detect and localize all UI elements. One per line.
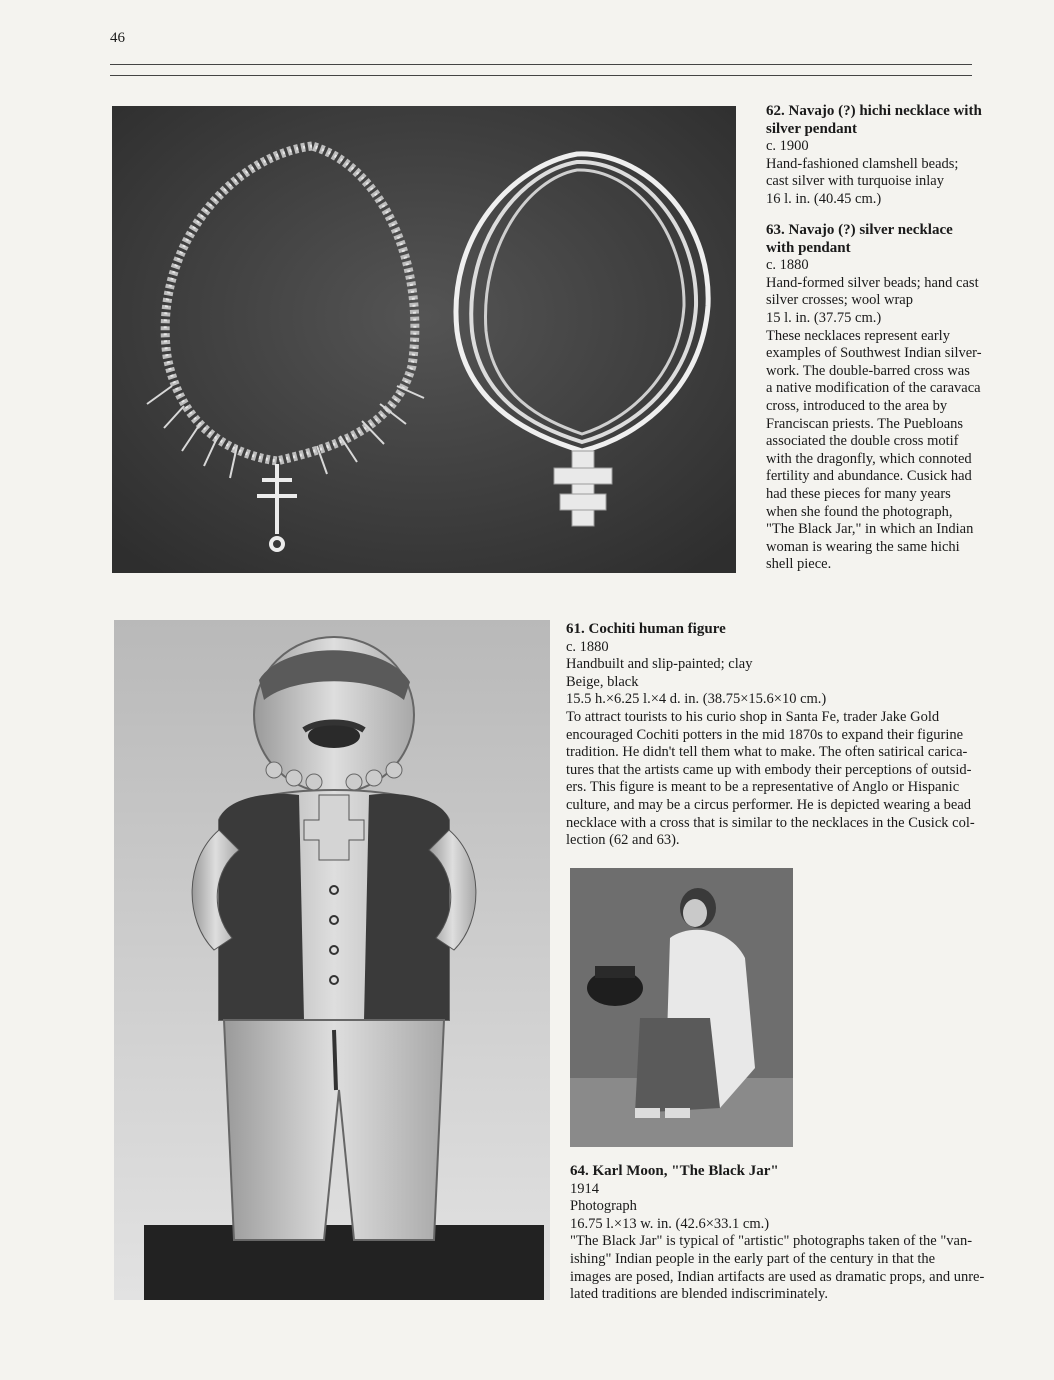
caption-63-title-line: with pendant [766,239,851,256]
caption-item-62 [766,103,986,209]
caption-63-line: examples of Southwest Indian silver- [766,345,982,362]
caption-63-line: silver crosses; wool wrap [766,292,913,309]
page-number: 46 [110,30,125,46]
header-rule-top [110,64,972,65]
caption-62-line: Hand-fashioned clamshell beads; [766,155,959,172]
caption-63-title-line: 63. Navajo (?) silver necklace [766,222,953,238]
caption-62-title-line: silver pendant [766,120,857,137]
caption-64-line: 1914 [570,1180,599,1197]
caption-61-line: culture, and may be a circus performer. He is depicted wearing a bead [566,796,972,813]
caption-61-line: tures that the artists came up with embody their perceptions of outsid- [566,761,972,778]
caption-63-line: cross, introduced to the area by [766,397,948,414]
caption-62-title-line: 62. Navajo (?) hichi necklace with [766,103,982,119]
caption-61-line: lection (62 and 63). [566,832,680,849]
caption-63-line: with the dragonfly, which connoted [766,450,972,467]
header-rule-bottom [110,75,972,76]
caption-63-line: shell piece. [766,556,832,573]
cochiti-figure-photo [114,620,550,1300]
caption-64-line: images are posed, Indian artifacts are used as dramatic props, and unre- [570,1268,985,1285]
caption-61-line: necklace with a cross that is similar to the necklaces in the Cusick col- [566,814,975,831]
caption-63-line: associated the double cross motif [766,433,959,450]
caption-62-line: c. 1900 [766,138,809,155]
caption-63-line: when she found the photograph, [766,503,953,520]
caption-item-61 [566,621,976,850]
caption-63-line: c. 1880 [766,257,809,274]
caption-61-line: Handbuilt and slip-painted; clay [566,656,753,673]
caption-64-line: Photograph [570,1198,637,1215]
caption-62-line: 16 l. in. (40.45 cm.) [766,190,882,207]
caption-63-line: a native modification of the caravaca [766,380,981,397]
caption-item-63 [766,222,986,574]
caption-64-line: lated traditions are blended indiscriminately. [570,1286,828,1303]
caption-61-line: 15.5 h.×6.25 l.×4 d. in. (38.75×15.6×10 cm.) [566,691,827,708]
caption-61-line: tradition. He didn't tell them what to make. The often satirical carica- [566,744,968,761]
caption-64-title: 64. Karl Moon, "The Black Jar" [570,1163,779,1179]
caption-62-line: cast silver with turquoise inlay [766,173,944,190]
caption-63-line: had these pieces for many years [766,485,951,502]
caption-61-line: c. 1880 [566,638,609,655]
caption-61-line: Beige, black [566,673,639,690]
caption-63-line: 15 l. in. (37.75 cm.) [766,309,882,326]
caption-63-line: work. The double-barred cross was [766,362,970,379]
caption-64-line: ishing" Indian people in the early part of the century in that the [570,1250,936,1267]
caption-61-title: 61. Cochiti human figure [566,621,726,637]
necklaces-photo [112,106,736,573]
caption-61-line: ers. This figure is meant to be a representative of Anglo or Hispanic [566,779,960,796]
caption-63-line: Franciscan priests. The Puebloans [766,415,964,432]
caption-63-line: "The Black Jar," in which an Indian [766,521,974,538]
black-jar [587,966,643,1006]
caption-item-64 [570,1163,985,1304]
caption-63-line: woman is wearing the same hichi [766,538,960,555]
caption-64-line: 16.75 l.×13 w. in. (42.6×33.1 cm.) [570,1215,770,1232]
caption-64-line: "The Black Jar" is typical of "artistic" photographs taken of the "van- [570,1233,973,1250]
caption-61-line: encouraged Cochiti potters in the mid 1870s to expand their figurine [566,726,964,743]
caption-63-line: fertility and abundance. Cusick had [766,468,972,485]
caption-63-line: Hand-formed silver beads; hand cast [766,274,979,291]
caption-63-line: These necklaces represent early [766,327,950,344]
caption-61-line: To attract tourists to his curio shop in Santa Fe, trader Jake Gold [566,708,940,725]
black-jar-photo [570,868,793,1147]
